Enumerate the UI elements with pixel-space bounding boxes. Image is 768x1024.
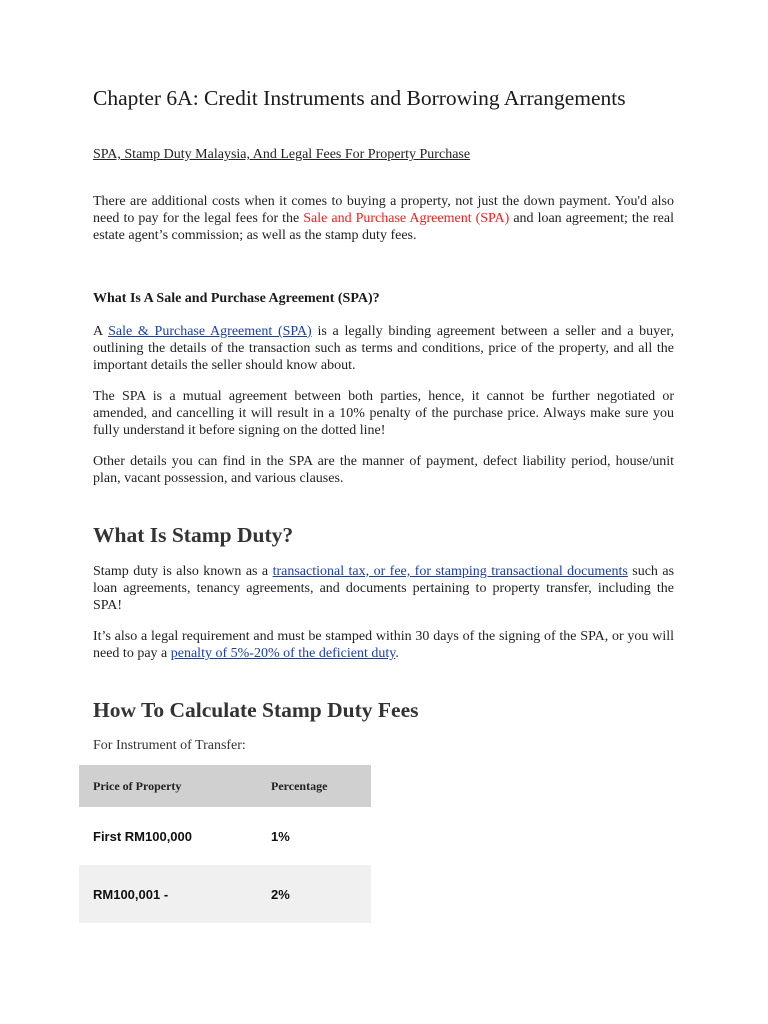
spa-paragraph-1 — [93, 323, 674, 374]
sd-p1-pre: Stamp duty is also known as a — [93, 564, 273, 579]
article-subtitle: SPA, Stamp Duty Malaysia, And Legal Fees For Property Purchase — [93, 147, 471, 162]
stamp-duty-heading: What Is Stamp Duty? — [93, 523, 294, 547]
stamp-duty-paragraph-1 — [93, 563, 674, 614]
spa-heading: What Is A Sale and Purchase Agreement (SPA)? — [93, 291, 380, 306]
header-percentage: Percentage — [271, 765, 371, 807]
transactional-tax-link[interactable]: transactional tax, or fee, for stamping transactional documents — [272, 564, 628, 579]
spa-p1-pre: A — [93, 324, 109, 339]
spa-paragraph-2: The SPA is a mutual agreement between both parties, hence, it cannot be further negotiated or amended, and cancelling it will result in a 10% penalty of the purchase price. Always make sure you fully understand it before signing on the dotted line! — [93, 389, 674, 438]
table-row — [79, 865, 371, 923]
stamp-duty-paragraph-2 — [93, 628, 674, 662]
intro-paragraph — [93, 193, 674, 244]
penalty-link[interactable]: penalty of 5%-20% of the deficient duty — [170, 646, 396, 661]
instrument-label: For Instrument of Transfer: — [93, 738, 246, 753]
intro-text-2: and loan agreement; the real estate agent’s commission; as well as the stamp duty fees. — [93, 211, 674, 243]
sd-p1-post: such as loan agreements, tenancy agreements, and documents pertaining to property transfer, including the SPA! — [93, 564, 675, 613]
spa-paragraph-3: Other details you can find in the SPA are the manner of payment, defect liability period, house/unit plan, vacant possession, and various clauses. — [93, 454, 674, 486]
calc-heading: How To Calculate Stamp Duty Fees — [93, 698, 419, 722]
percentage-cell: 2% — [271, 865, 371, 923]
spa-p1-post: is a legally binding agreement between a seller and a buyer, outlining the details of the transaction such as terms and conditions, price of the property, and all the important details the seller should know about. — [93, 324, 674, 373]
spa-highlight: Sale and Purchase Agreement (SPA) — [303, 211, 510, 226]
stamp-duty-table — [79, 765, 371, 923]
sd-p2-post: . — [395, 646, 399, 661]
price-cell: RM100,001 - — [79, 865, 271, 923]
table-header-row — [79, 765, 371, 807]
intro-text-1: There are additional costs when it comes to buying a property, not just the down payment. You'd also need to pay for the legal fees for the — [93, 194, 674, 226]
chapter-title: Chapter 6A: Credit Instruments and Borrowing Arrangements — [93, 86, 626, 110]
sd-p2-pre: It’s also a legal requirement and must be stamped within 30 days of the signing of the SPA, or you will need to pay a — [93, 629, 674, 661]
price-cell: First RM100,000 — [93, 828, 192, 844]
table-row — [79, 807, 371, 865]
spa-link[interactable]: Sale & Purchase Agreement (SPA) — [108, 324, 312, 339]
header-price: Price of Property — [79, 765, 271, 807]
percentage-cell: 1% — [271, 828, 290, 844]
